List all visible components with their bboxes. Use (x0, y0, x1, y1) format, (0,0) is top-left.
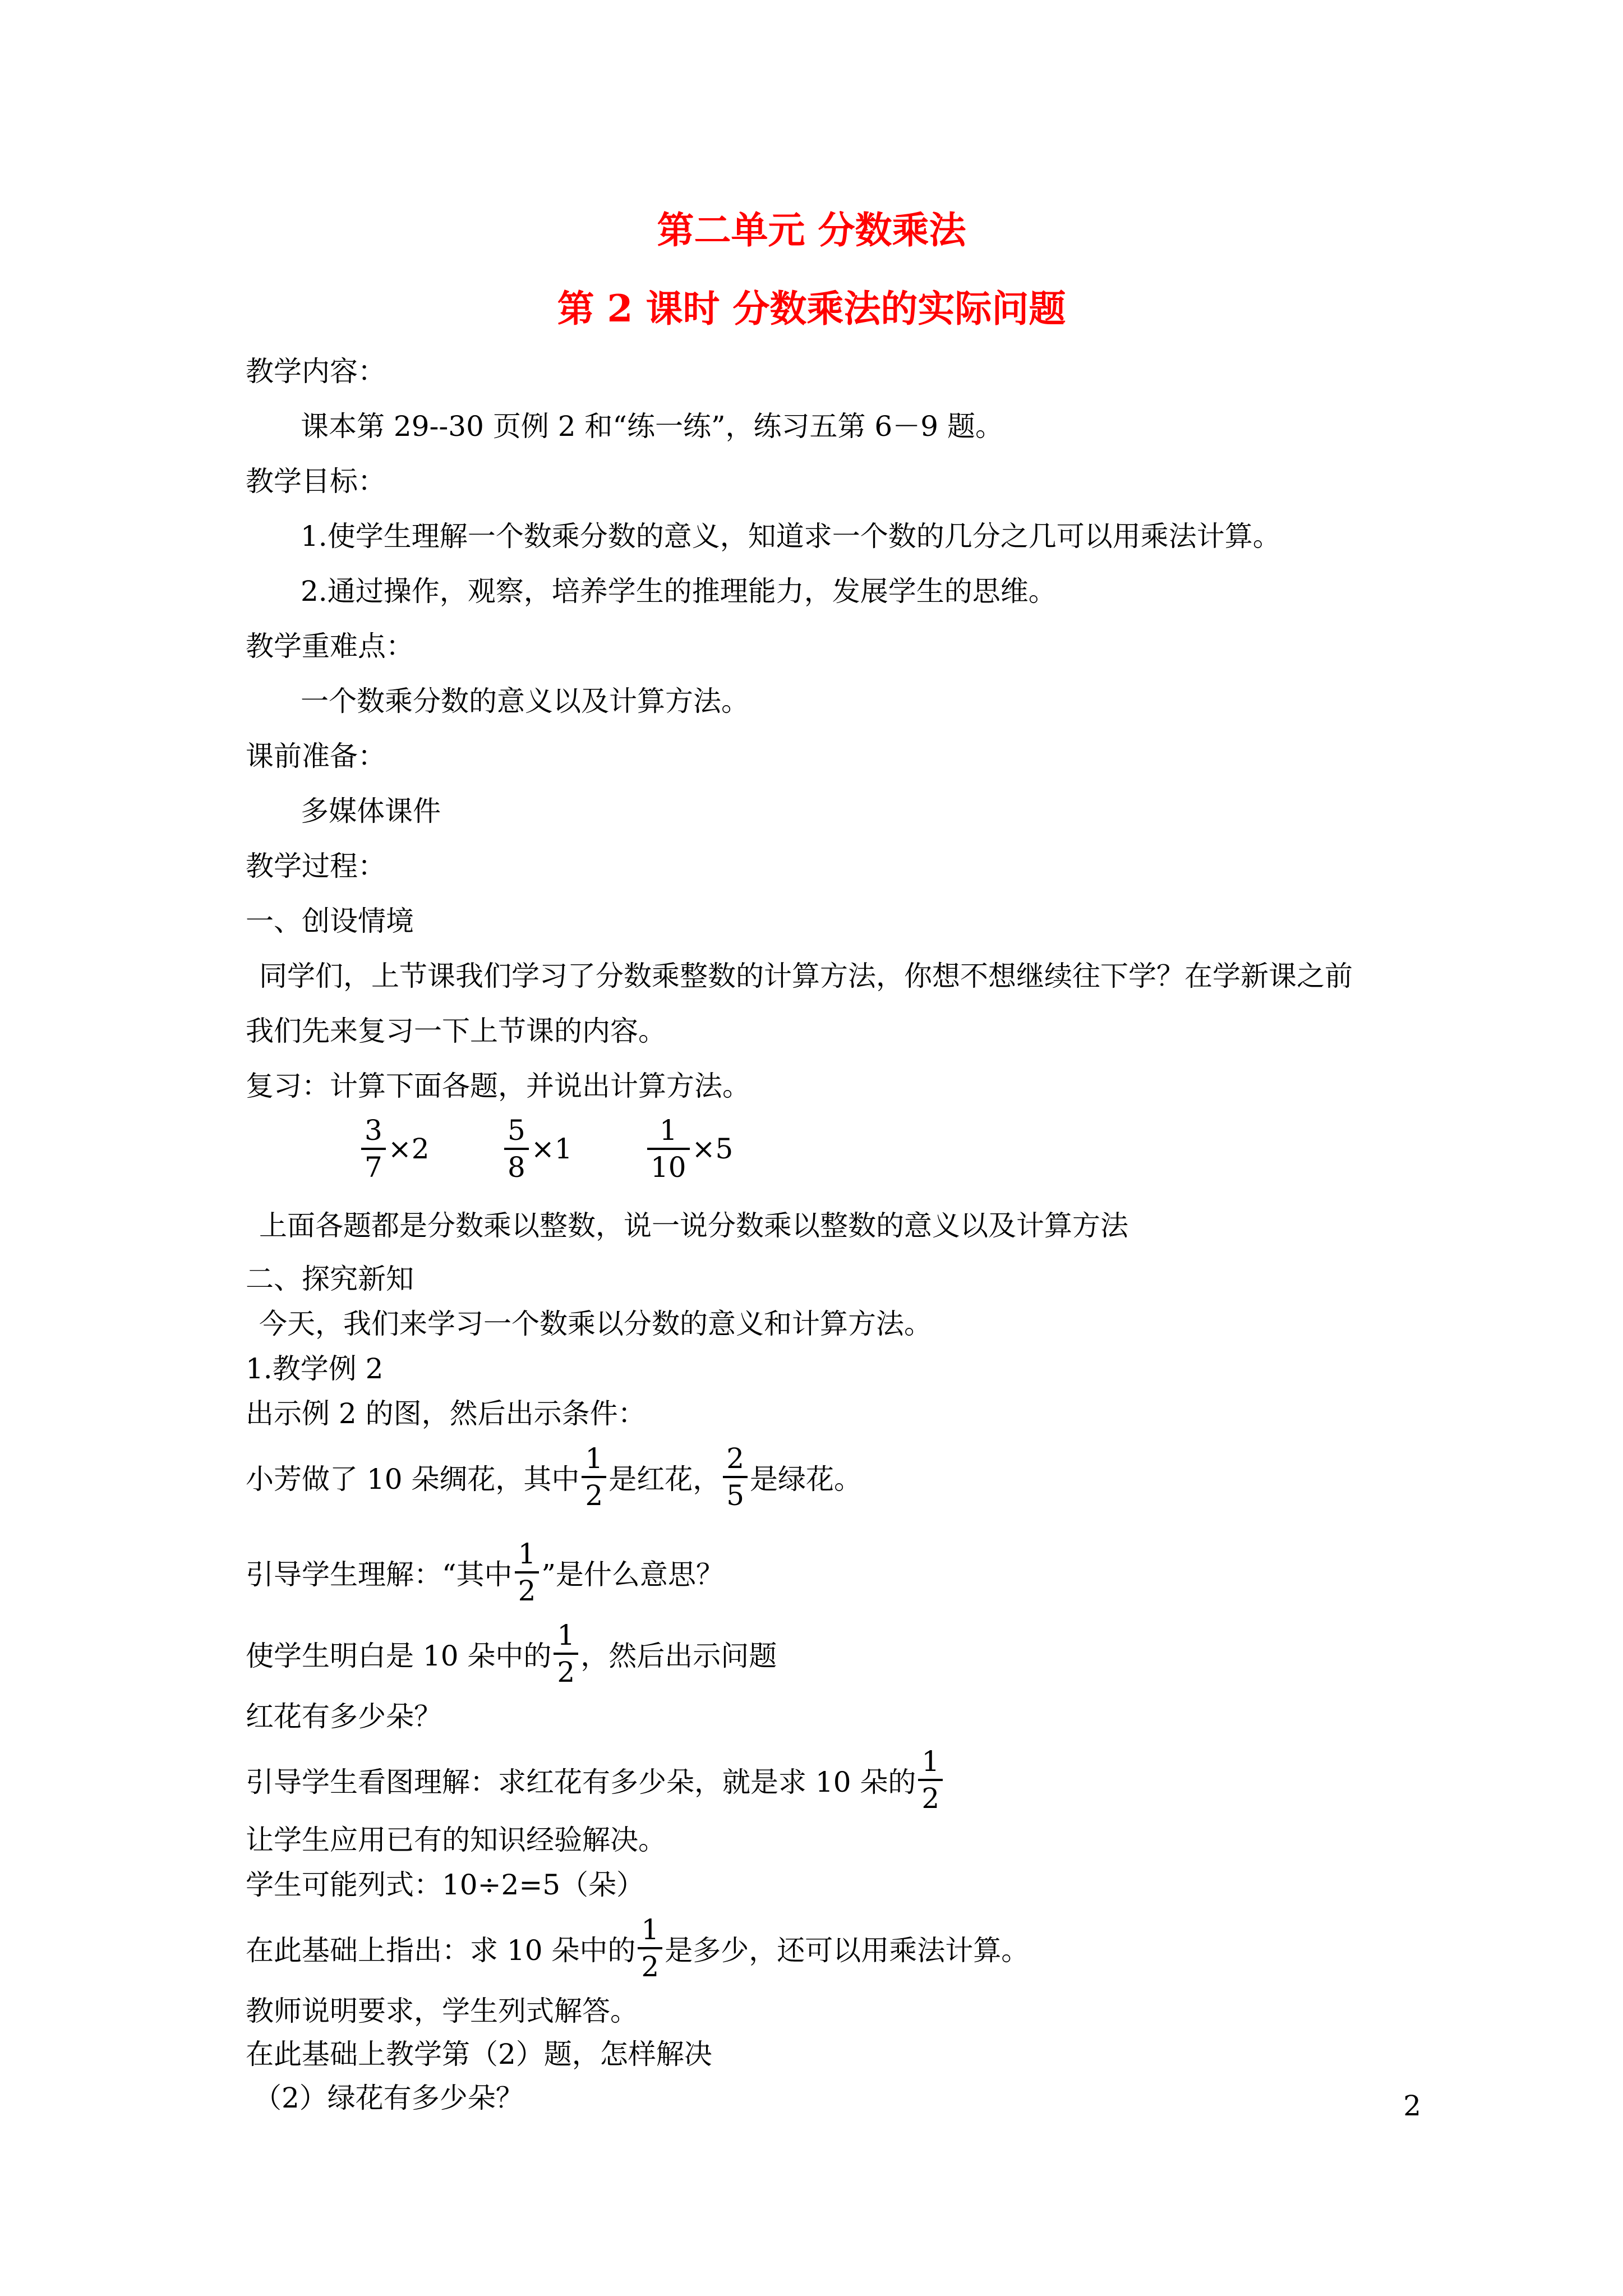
section-1-heading: 一、创设情境 (246, 905, 414, 937)
numerator: 5 (508, 1114, 525, 1147)
numerator: 1 (921, 1745, 940, 1778)
teacher-line: 教师说明要求，学生列式解答。 (246, 1995, 638, 2027)
operator: ×1 (531, 1133, 573, 1165)
text: 引导学生理解：“其中 (246, 1558, 513, 1591)
fraction (554, 1621, 578, 1686)
numerator: 1 (659, 1114, 677, 1147)
text: ，然后出示问题 (580, 1640, 777, 1672)
operator: ×5 (691, 1133, 734, 1165)
unit-title: 第二单元 分数乘法 (657, 208, 966, 252)
clarify-line (246, 1621, 777, 1686)
exercise-2 (502, 1114, 573, 1184)
denominator: 2 (582, 1476, 606, 1510)
text: 使学生明白是 10 朵中的 (246, 1640, 552, 1672)
guide-line-2 (246, 1745, 945, 1815)
fraction (647, 1114, 690, 1184)
review-line: 复习：计算下面各题，并说出计算方法。 (246, 1070, 750, 1102)
fraction (918, 1745, 943, 1815)
question-1: 红花有多少朵？ (246, 1700, 442, 1733)
numerator: 1 (557, 1619, 575, 1651)
goals-label: 教学目标： (246, 465, 386, 498)
denominator: 8 (504, 1148, 529, 1181)
text: 引导学生看图理解：求红花有多少朵，就是求 10 朵的 (246, 1766, 916, 1798)
text: 是多少，还可以用乘法计算。 (665, 1934, 1030, 1967)
review-summary: 上面各题都是分数乘以整数，说一说分数乘以整数的意义以及计算方法 (259, 1209, 1128, 1242)
numerator: 1 (518, 1538, 536, 1570)
denominator: 5 (723, 1476, 748, 1510)
condition-line (246, 1444, 862, 1510)
exercise-1 (359, 1114, 430, 1184)
denominator: 7 (361, 1148, 386, 1181)
example-show: 出示例 2 的图，然后出示条件： (246, 1397, 646, 1430)
key-label: 教学重难点： (246, 630, 414, 662)
possible-line: 学生可能列式：10÷2=5（朵） (246, 1869, 645, 1901)
operator: ×2 (388, 1133, 430, 1165)
goal-2: 2.通过操作，观察，培养学生的推理能力，发展学生的思维。 (301, 575, 1057, 608)
example-title: 1.教学例 2 (246, 1352, 384, 1385)
denominator: 2 (554, 1653, 578, 1686)
goal-1: 1.使学生理解一个数乘分数的意义，知道求一个数的几分之几可以用乘法计算。 (301, 520, 1281, 553)
fraction (361, 1114, 386, 1184)
content-label: 教学内容： (246, 355, 386, 388)
text: 是绿花。 (750, 1463, 863, 1496)
denominator: 10 (647, 1148, 690, 1181)
teach-2-line: 在此基础上教学第（2）题，怎样解决 (246, 2038, 712, 2070)
apply-line: 让学生应用已有的知识经验解决。 (246, 1824, 666, 1856)
content-text: 课本第 29--30 页例 2 和“练一练”，练习五第 6－9 题。 (301, 410, 1003, 443)
process-label: 教学过程： (246, 850, 386, 882)
page-number: 2 (1403, 2090, 1421, 2122)
text: ”是什么意思？ (541, 1558, 724, 1591)
numerator: 2 (726, 1442, 745, 1475)
guide-line-1 (246, 1540, 724, 1605)
text: 小芳做了 10 朵绸花，其中 (246, 1463, 580, 1496)
denominator: 2 (515, 1571, 540, 1605)
numerator: 3 (365, 1114, 382, 1147)
key-text: 一个数乘分数的意义以及计算方法。 (301, 685, 749, 717)
fraction (515, 1540, 540, 1605)
intro-line-1: 同学们，上节课我们学习了分数乘整数的计算方法，你想不想继续往下学？在学新课之前 (259, 960, 1353, 992)
text: 在此基础上指出：求 10 朵中的 (246, 1934, 636, 1967)
question-2: （2）绿花有多少朵？ (253, 2082, 524, 2114)
fraction (638, 1913, 662, 1983)
fraction (582, 1444, 606, 1510)
intro-line-2: 我们先来复习一下上节课的内容。 (246, 1015, 666, 1047)
fraction (504, 1114, 529, 1184)
today-line: 今天，我们来学习一个数乘以分数的意义和计算方法。 (259, 1308, 932, 1340)
numerator: 1 (585, 1442, 603, 1475)
text: 是红花， (608, 1463, 721, 1496)
point-line (246, 1913, 1030, 1983)
section-2-heading: 二、探究新知 (246, 1263, 414, 1295)
prep-label: 课前准备： (246, 740, 386, 772)
exercise-3 (645, 1114, 734, 1184)
fraction (723, 1444, 748, 1510)
numerator: 1 (641, 1913, 660, 1946)
lesson-title: 第 2 课时 分数乘法的实际问题 (557, 287, 1066, 330)
prep-text: 多媒体课件 (301, 795, 441, 827)
denominator: 2 (638, 1947, 662, 1981)
denominator: 2 (918, 1779, 943, 1812)
